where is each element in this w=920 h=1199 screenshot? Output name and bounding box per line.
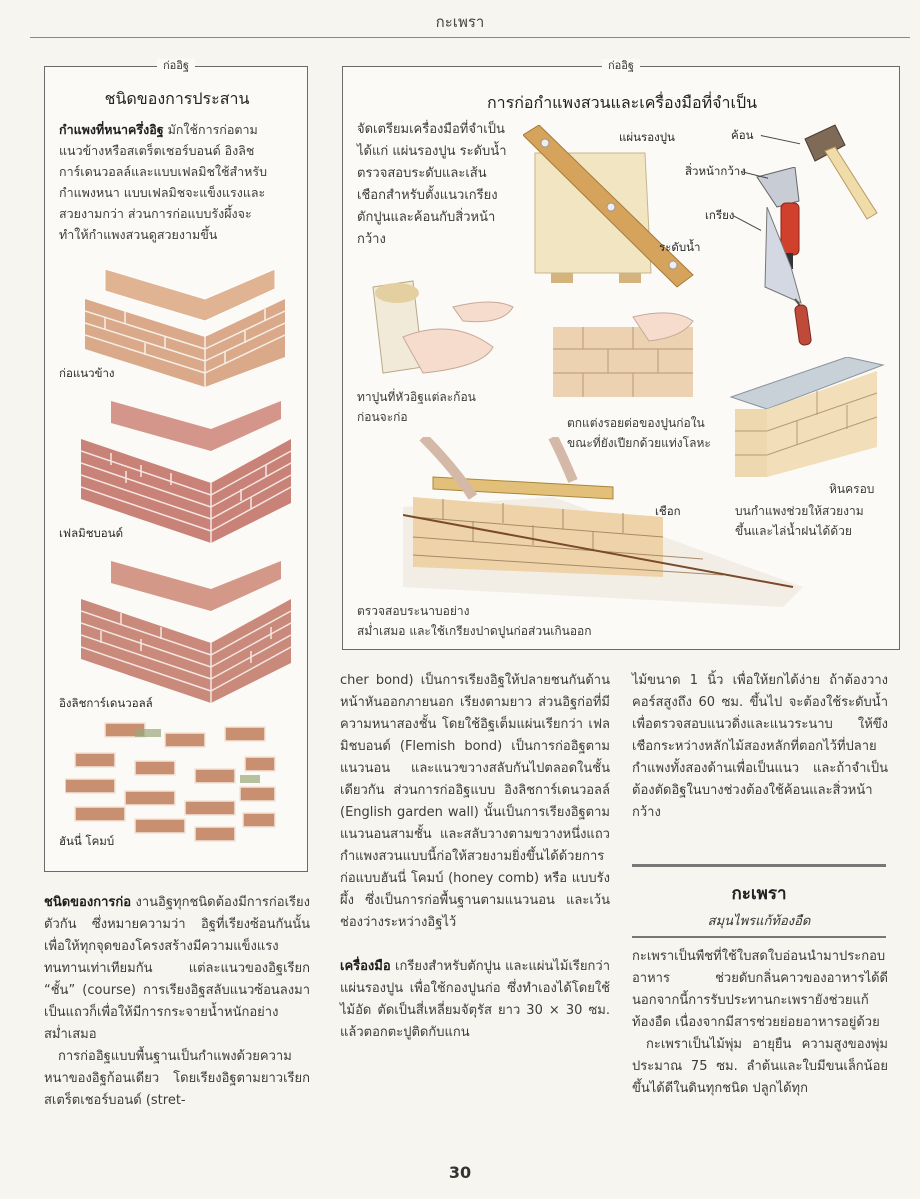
herb-section-bottom-rule [632, 936, 886, 938]
hammer-label: ค้อน [731, 128, 754, 142]
panel-intro: กำแพงที่หนาครึ่งอิฐ มักใช้การก่อตาม แนวข้างหรือสเตร็ตเชอร์บอนด์ อิงลิช การ์เดนวอลล์และแบบเฟลมิชใช้สำหรับ กำแพงหนา แบบเฟลมิชจะแข็งแรงและ สวยงามกว่า ส่วนการก่อแบบรังผึ้งจะ ทำให้กำแพงสวนดูสวยงามขึ้น [59, 122, 268, 242]
trowel-illustration [761, 207, 821, 347]
english-garden-wall-label: อิงลิชการ์เดนวอลล์ [59, 696, 153, 710]
header-rule [30, 37, 910, 38]
running-head: กะเพรา [435, 13, 485, 31]
mortar-board-label: แผ่นรองปูน [619, 130, 675, 144]
level-check-caption: ตรวจสอบระนาบอย่าง สม่ำเสมอ และใช้เกรียงปาดปูนก่อส่วนเกินออก [357, 604, 592, 638]
honeycomb-bond-label: ฮันนี่ โคมบ์ [59, 834, 115, 848]
mortar-board-and-level-illustration [523, 125, 703, 295]
article-column-2: cher bond) เป็นการเรียงอิฐให้ปลายชนกันด้านหน้าหันออกภายนอก เรียงตามยาว ส่วนอิฐก่อที่มีความหนาสองชั้น โดยใช้อิฐเต็มแผ่นเรียกว่า เฟลมิชบอนด์ (Flemish bond) เป็นการก่ออิฐตามแนวนอน และแนวขวางสลับกันไปตลอดในชั้นเดียวกัน ส่วนการก่ออิฐแบบ อิงลิชการ์เดนวอลล์ (English garden wall) นั้นเป็นการเรียงอิฐตามแนวนอนสามชั้น และสลับวางตามขวางหนึ่งแถว กำแพงสวนแบบนี้ก่อให้สวยงามยิ่งขึ้นได้ด้วยการก่อแบบฮันนี่ โคมบ์ (honey comb) หรือ แบบรังผึ้ง ซึ่งเป็นการก่อพื้นฐานตามแนวนอน และเว้นช่องว่างระหว่างอิฐไว้ เครื่องมือ เกรียงสำหรับตักปูน และแผ่นไม้เรียกว่า แผ่นรองปูน เพื่อใช้กองปูนก่อ ซึ่งทำเองได้โดยใช้ไม้อัด ตัดเป็นสี่เหลี่ยมจัตุรัส ยาว 30 × 30 ซม. แล้วตอกตะปูติดกับแกน [340, 673, 610, 1040]
panel-title: การก่อกำแพงสวนและเครื่องมือที่จำเป็น [486, 93, 758, 112]
string-line-label: เชือก [655, 504, 681, 518]
pointing-caption: ตกแต่งรอยต่อของปูนก่อใน ขณะที่ยังเปียกด้วยแท่งโลหะ [567, 416, 711, 450]
bolster-chisel-label: สิ่วหน้ากว้าง [685, 164, 746, 178]
panel-tag: ก่ออิฐ [45, 58, 307, 74]
flemish-bond-label: เฟลมิชบอนด์ [59, 526, 124, 540]
flemish-bond-illustration [81, 393, 296, 543]
herb-body: กะเพราเป็นพืชที่ใช้ใบสดใบอ่อนนำมาประกอบอาหาร ช่วยดับกลิ่นคาวของอาหารได้ดี นอกจากนี้การรับประทานกะเพรายังช่วยแก้ท้องอืด เนื่องจากมีสารช่วยย่อยอาหารอยู่ด้วย กะเพราเป็นไม้พุ่ม อายุยืน ความสูงของพุ่มประมาณ 75 ซม. ลำต้นและใบมีขนเล็กน้อย ขึ้นได้ดีในดินทุกชนิด ปลูกได้ทุก [632, 949, 888, 1096]
coping-caption: บนกำแพงช่วยให้สวยงาม ขึ้นและไล่น้ำฝนได้ด้วย [735, 504, 864, 538]
article-column-1: ชนิดของการก่อ งานอิฐทุกชนิดต้องมีการก่อเรียงตัวกัน ซึ่งหมายความว่า อิฐที่เรียงซ้อนกันนั้น เพื่อให้ทุกจุดของโครงสร้างมีความแข็งแรงทนทานเท่าเทียมกัน แต่ละแนวของอิฐเรียก “ชั้น” (course) การเรียงอิฐสลับแนวซ้อนลงมาเป็นแถวก็เพื่อให้มีการกระจายน้ำหนักอย่างสม่ำเสมอ การก่ออิฐแบบพื้นฐานเป็นกำแพงด้วยความหนาของอิฐก้อนเดียว โดยเรียงอิฐตามยาวเรียก สเตร็ตเชอร์บอนด์ (stret- [44, 895, 310, 1108]
panel-title: ชนิดของการประสาน [104, 89, 250, 108]
page-number: 30 [448, 1163, 472, 1182]
article-column-3: ไม้ขนาด 1 นิ้ว เพื่อให้ยกได้ง่าย ถ้าต้องวางคอร์สสูงถึง 60 ซม. ขึ้นไป จะต้องใช้ระดับน้ำเพื่อตรวจสอบแนวดิ่งและแนวระนาบ ให้ขึงเชือกระหว่างหลักไม้สองหลักที่ตอกไว้ที่ปลายกำแพงทั้งสองด้านเพื่อเป็นแนว และถ้าจำเป็นต้องตัดอิฐในบางช่วงต้องใช้ค้อนและสิ่วหน้ากว้าง [632, 673, 888, 820]
bond-types-panel [44, 59, 308, 872]
honeycomb-bond-illustration [65, 717, 285, 847]
wall-laying-illustration [403, 437, 803, 607]
herb-section-top-rule [632, 864, 886, 867]
herb-subtitle: สมุนไพรแก้ท้องอืด [707, 914, 811, 929]
trowel-label: เกรียง [705, 208, 735, 222]
stretcher-bond-label: ก่อแนวข้าง [59, 366, 115, 380]
herb-title: กะเพรา [731, 884, 787, 904]
buttering-brick-illustration [363, 277, 523, 387]
panel-tag: ก่ออิฐ [343, 58, 899, 74]
buttering-caption: ทาปูนที่หัวอิฐแต่ละก้อน ก่อนจะก่อ [357, 390, 476, 424]
panel-intro: จัดเตรียมเครื่องมือที่จำเป็น ได้แก่ แผ่นรองปูน ระดับน้ำ ตรวจสอบระดับและเส้น เชือกสำหรับตั้งแนวเกรียง ตักปูนและค้อนกับสิ่วหน้า กว้าง [357, 122, 507, 247]
garden-wall-tools-panel [342, 59, 900, 650]
english-garden-wall-illustration [81, 553, 296, 703]
spirit-level-label: ระดับน้ำ [659, 240, 701, 254]
stretcher-bond-illustration [85, 259, 295, 389]
coping-stone-title: หินครอบ [829, 482, 875, 496]
pointing-joint-illustration [553, 307, 703, 397]
